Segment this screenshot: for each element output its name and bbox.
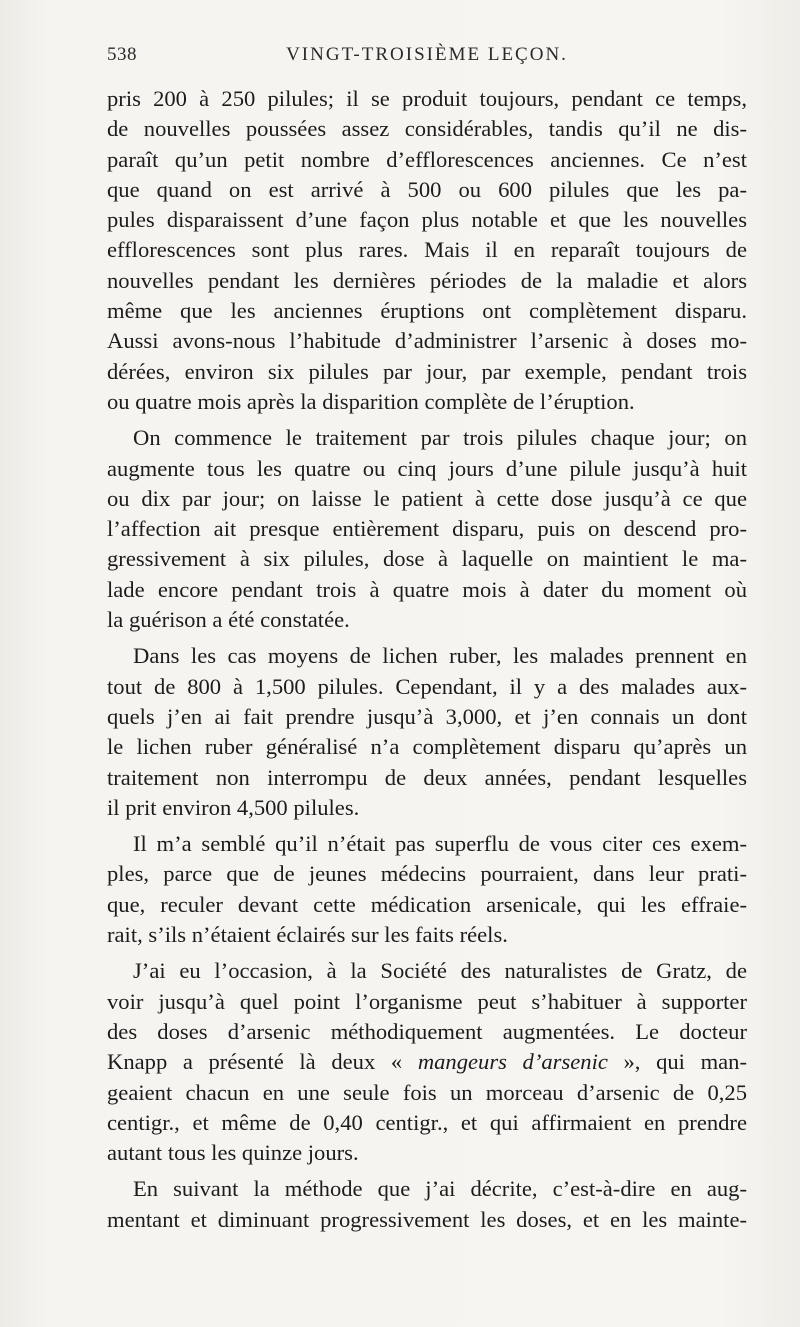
page-number: 538 — [107, 44, 137, 65]
text-line: de nouvelles poussées assez considérables, tandis qu’il ne dis- — [107, 116, 747, 142]
text-line: l’affection ait presque entièrement disparu, puis on descend pro- — [107, 516, 747, 542]
text-line: Dans les cas moyens de lichen ruber, les malades prennent en — [133, 643, 747, 669]
text-line: ples, parce que de jeunes médecins pourraient, dans leur prati- — [107, 861, 747, 887]
text-line: pris 200 à 250 pilules; il se produit toujours, pendant ce temps, — [107, 86, 747, 111]
text-line: J’ai eu l’occasion, à la Société des naturalistes de Gratz, de — [133, 958, 747, 984]
paragraph — [107, 641, 747, 823]
text-line: il prit environ 4,500 pilules. — [107, 794, 360, 820]
text-line: lade encore pendant trois à quatre mois à dater du moment où — [107, 576, 747, 602]
text-line: mentant et diminuant progressivement les doses, et en les mainte- — [107, 1206, 747, 1232]
text-line: Knapp a présenté là deux « mangeurs d’arsenic », qui man- — [107, 1049, 748, 1075]
page-header — [107, 44, 747, 76]
text-line: que quand on est arrivé à 500 ou 600 pilules que les pa- — [107, 176, 747, 202]
text-line: augmente tous les quatre ou cinq jours d’une pilule jusqu’à huit — [107, 455, 747, 481]
text-line: voir jusqu’à quel point l’organisme peut s’habituer à supporter — [107, 988, 747, 1014]
text-line: nouvelles pendant les dernières périodes de la maladie et alors — [107, 267, 747, 293]
text-line: On commence le traitement par trois pilules chaque jour; on — [133, 425, 747, 451]
text-line: que, reculer devant cette médication arsenicale, qui les effraie- — [107, 891, 747, 917]
text-line: quels j’en ai fait prendre jusqu’à 3,000, et j’en connais un dont — [107, 703, 747, 729]
text-line: le lichen ruber généralisé n’a complètement disparu qu’après un — [107, 734, 747, 760]
text-line: des doses d’arsenic méthodiquement augmentées. Le docteur — [107, 1018, 747, 1044]
text-line: Il m’a semblé qu’il n’était pas superflu de vous citer ces exem- — [133, 831, 747, 857]
text-line: pules disparaissent d’une façon plus notable et que les nouvelles — [107, 207, 747, 233]
text-line: rait, s’ils n’étaient éclairés sur les faits réels. — [107, 922, 508, 948]
text-line: ou dix par jour; on laisse le patient à cette dose jusqu’à ce que — [107, 485, 747, 511]
paragraph — [107, 1174, 747, 1235]
paragraph — [107, 423, 747, 635]
text-line: la guérison a été constatée. — [107, 607, 350, 633]
paragraph — [107, 956, 747, 1168]
text-line: dérées, environ six pilules par jour, par exemple, pendant trois — [107, 358, 747, 384]
body-text — [107, 84, 747, 1235]
text-line: ou quatre mois après la disparition complète de l’éruption. — [107, 388, 635, 414]
paragraph — [107, 829, 747, 950]
running-head: VINGT-TROISIÈME LEÇON. — [286, 44, 568, 65]
text-line: tout de 800 à 1,500 pilules. Cependant, il y a des malades aux- — [107, 673, 747, 699]
paragraph — [107, 84, 747, 417]
text-line: Aussi avons-nous l’habitude d’administrer l’arsenic à doses mo- — [107, 328, 747, 354]
text-line: geaient chacun en une seule fois un morceau d’arsenic de 0,25 — [107, 1079, 747, 1105]
text-line: traitement non interrompu de deux années, pendant lesquelles — [107, 764, 747, 790]
text-line: gressivement à six pilules, dose à laquelle on maintient le ma- — [107, 546, 747, 572]
italic-phrase: mangeurs d’arsenic — [417, 1049, 608, 1075]
text-line: même que les anciennes éruptions ont complètement disparu. — [107, 298, 747, 324]
text-line: efflorescences sont plus rares. Mais il en reparaît toujours de — [107, 237, 747, 263]
text-line: autant tous les quinze jours. — [107, 1140, 359, 1166]
text-line: centigr., et même de 0,40 centigr., et qui affirmaient en prendre — [107, 1109, 747, 1135]
text-line: paraît qu’un petit nombre d’efflorescences anciennes. Ce n’est — [107, 146, 747, 172]
text-line: En suivant la méthode que j’ai décrite, c’est-à-dire en aug- — [133, 1176, 747, 1202]
